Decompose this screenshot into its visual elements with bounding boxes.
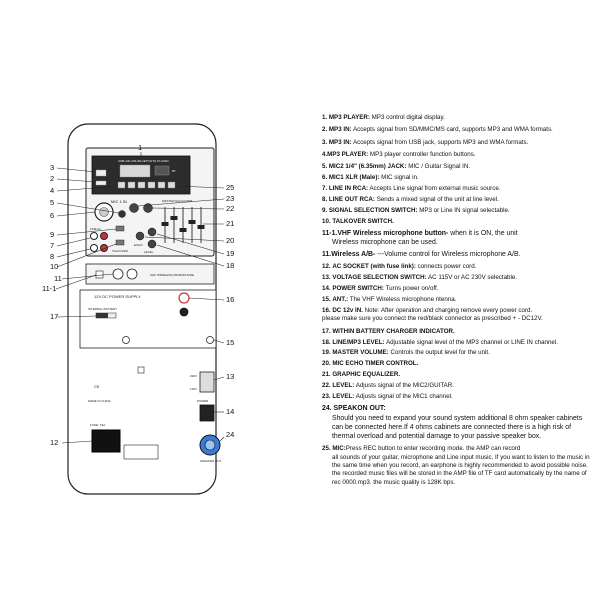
callout-number: 2 [50,174,55,183]
sd-card-slot [96,181,106,185]
wireless-b-volume-knob[interactable] [127,269,137,279]
legend-list [322,114,594,491]
fuse-label: FUSE: T3A [90,423,106,427]
mic2-jack[interactable] [119,211,126,218]
line-in-rca-right[interactable] [101,233,108,240]
legend-item: 17. WITHIN BATTERY CHARGER INDICATOR. [322,327,455,335]
legend-item: 8. LINE OUT RCA: Sends a mixed signal of the unit at line level. [322,195,499,203]
talkover-switch[interactable] [116,240,124,245]
speaker-out-label: SPEAKER OUT [200,459,222,463]
uhf-wireless-label: UHF WIRELESS MICROPHONE [150,273,195,277]
voltage-230-label: 230V [190,374,198,378]
callout-number: 12 [50,438,59,447]
line-in-label: LINE IN [90,227,101,231]
callout-number: 9 [50,230,55,239]
line-out-rca-left[interactable] [91,245,98,252]
mp3-button-4[interactable] [148,182,155,188]
made-in-label: MADE IN CHINA [88,399,111,403]
callout-number: 3 [50,163,55,172]
callout-number: 16 [226,295,235,304]
callout-number: 5 [50,198,55,207]
level-label: LEVEL [144,250,154,254]
mp3-player-title: USB+SD+FM+BLUETOOTH PLAYER [118,159,169,163]
voltage-selection-switch[interactable] [200,372,214,392]
eq-slider-track-2 [173,207,175,243]
mic1-level-knob[interactable] [130,204,139,213]
ce-mark-icon [94,384,100,389]
line-mp3-level-knob[interactable] [148,240,156,248]
legend-item: 3. MP3 IN: Accepts signal from USB jack, supports MP3 and WMA formats. [322,138,529,146]
legend-item: 11.Wireless A/B- ---Volume control for Wireless microphone A/B. [322,250,521,258]
callout-number: 17 [50,312,59,321]
legend-item: 14. POWER SWITCH: Turns power on/off. [322,285,439,293]
legend-item: 11-1.VHF Wireless microphone button- when it is ON, the unit Wireless microphone can be used. [322,229,518,247]
legend-item: 2. MP3 IN: Accepts signal from SD/MMC/MS card, supports MP3 and WMA formats. [322,126,553,134]
callout-number: 11-1 [42,284,57,293]
legend-item: 16. DC 12v IN. Note: After operation and charging remove every power cord. please make sure you connect the red/black connector as prescribed + - DC12V. [322,306,543,323]
legend-item: 10. TALKOVER SWITCH. [322,217,394,225]
echo-label: ECHO [134,243,143,247]
legend-item: 18. LINE/MP3 LEVEL: Adjustable signal level of the MP3 channel or LINE IN channel. [322,338,558,346]
legend-item: 22. LEVEL: Adjusts signal of the MIC2/GUITAR. [322,382,454,390]
legend-item: 15. ANT.: The VHF Wireless microphone ntenna. [322,296,457,303]
legend-item: 6. MIC1 XLR (Male): MIC signal in. [322,173,419,181]
callout-number: 23 [226,194,235,203]
legend-item: 19. MASTER VOLUME: Controls the output level for the unit. [322,349,490,357]
eq-slider-2[interactable] [171,216,178,220]
mp3-display [120,165,150,177]
warning-label-block [124,445,158,459]
svg-text:CE: CE [94,384,100,389]
rec-button[interactable] [168,182,175,188]
callout-number: 7 [50,241,55,250]
talkover-label: TALKOVER [112,249,128,253]
eq-slider-5[interactable] [198,225,205,229]
ir-window [155,166,169,175]
leader-line [220,437,224,441]
callout-number: 18 [226,261,235,270]
speakon-inner [205,440,215,450]
dc-12v-black-terminal[interactable] [180,308,188,316]
mp3-button-1[interactable] [118,182,125,188]
power-switch[interactable] [200,405,214,421]
signal-selection-switch[interactable] [116,226,124,231]
legend-item: 9. SIGNAL SELECTION SWITCH: MP3 or Line IN signal selectable. [322,206,510,214]
echo-knob[interactable] [136,232,144,240]
power-label: POWER [197,399,209,403]
callout-number: 24 [226,430,235,439]
legend-item: 13. VOLTAGE SELECTION SWITCH: AC 115V or AC 230V selectable. [322,274,518,282]
callout-number: 6 [50,211,55,220]
eq-slider-track-3 [182,207,184,243]
callout-number: 10 [50,262,59,271]
eq-slider-4[interactable] [189,220,196,224]
dc-12v-red-terminal[interactable] [179,293,189,303]
ac-socket[interactable] [92,430,120,452]
internal-battery-label: INTERNAL BATTERY [88,307,118,311]
callout-number: 13 [226,372,235,381]
usb-port [96,170,106,176]
legend-item: 5. MIC2 1/4" (6.35mm) JACK: MIC / Guitar Signal IN. [322,163,471,170]
brand-logo: BT [172,169,176,173]
callout-number: 22 [226,204,235,213]
legend-item: 4.MP3 PLAYER: MP3 player controller function buttons. [322,150,476,158]
master-volume-knob[interactable] [148,228,156,236]
wireless-a-volume-knob[interactable] [113,269,123,279]
dc-power-label: 12V DC POWER SUPPLY [94,294,141,299]
mp3-button-2[interactable] [128,182,135,188]
eq-title: MASTER EQUALIZER [162,199,193,203]
vhf-wireless-button[interactable] [96,271,103,278]
legend-item: 12. AC SOCKET (with fuse link): connects power cord. [322,263,477,271]
legend-item: 1. MP3 PLAYER: MP3 control digital display. [322,114,445,121]
callout-number: 19 [226,249,235,258]
callout-number: 4 [50,186,55,195]
antenna-jack[interactable] [123,337,130,344]
eq-slider-1[interactable] [162,222,169,226]
mp3-button-5[interactable] [158,182,165,188]
callout-number: 11 [54,274,62,283]
mic1-xlr-inner [100,208,109,217]
callout-number: 20 [226,236,235,245]
mp3-button-3[interactable] [138,182,145,188]
legend-item: 23. LEVEL: Adjusts signal of the MIC1 channel. [322,393,453,401]
legend-item: 25. MIC:Press REC button to enter recording mode. the AMP can record all sounds of your guitar, microphone and Line input music. If you want to listen to the music in the same time when you record, an earphone is highly recommended to avoid possible noise. the recorded music files will be stored in the AMP file of TF card automatically by the name of rec 0000.mp3. the music quality is 128K bps. [322,445,590,486]
callout-number: 1 [138,143,143,152]
legend-item: 20. MIC ECHO TIMER CONTROL. [322,360,419,368]
callout-number: 15 [226,338,235,347]
legend-item: 7. LINE IN RCA: Accepts Line signal from external music source. [322,184,501,192]
voltage-115-label: 115V [190,387,197,391]
eq-slider-3[interactable] [180,228,187,232]
legend-item: 24. SPEAKON OUT: Should you need to expand your sound system additional 8 ohm speaker cabinets can be connected here.If 4 ohms cabinets are connected there is a high risk of thermal overload and potential damage to your passive speaker box. [322,405,583,441]
callout-number: 21 [226,219,235,228]
line-in-rca-left[interactable] [91,233,98,240]
mic-in-label: MIC 1 IN [111,199,127,204]
eq-slider-track-4 [191,207,193,243]
callout-number: 25 [226,183,235,192]
callout-number: 14 [226,407,235,416]
legend-item: 21. GRAPHIC EQUALIZER. [322,371,401,379]
antenna-jack-2[interactable] [207,337,214,344]
battery-charge-fill [96,313,108,318]
callout-number: 8 [50,252,55,261]
